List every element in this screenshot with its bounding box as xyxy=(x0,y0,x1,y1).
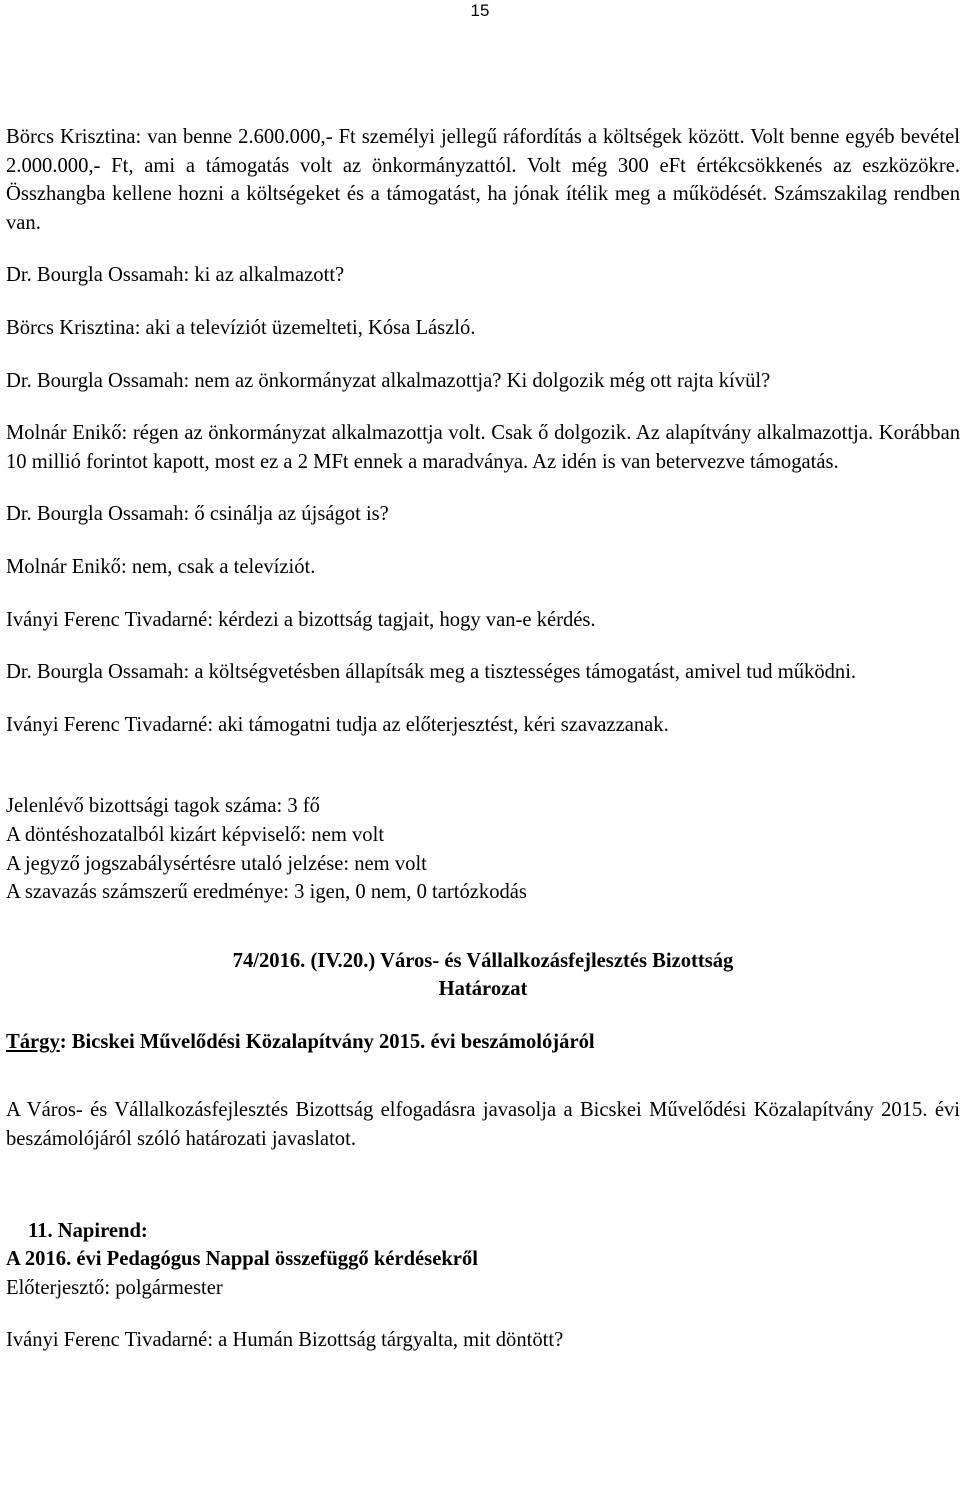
paragraph xyxy=(6,711,960,740)
paragraph xyxy=(6,1326,960,1355)
speech-text: : van benne 2.600.000,- Ft személyi jellegű ráfordítás a költségek között. Volt benne egyéb bevétel 2.000.000,- Ft, ami a támogatás volt az önkormányzattól. Volt még 300 eFt értékcsökkenés az eszközökre. Összhangba kellene hozni a költségeket és a támogatást, ha jónak ítélik meg a működését. Számszakilag rendben van. xyxy=(6,126,960,234)
resolution-subject xyxy=(6,1028,960,1057)
speaker-name: Molnár Enikő xyxy=(6,422,122,445)
speaker-name: Iványi Ferenc Tivadarné xyxy=(6,713,208,736)
speaker-name: Dr. Bourgla Ossamah xyxy=(6,503,184,526)
speaker-name: Dr. Bourgla Ossamah xyxy=(6,369,184,392)
paragraph xyxy=(6,314,960,343)
paragraph xyxy=(6,606,960,635)
paragraph xyxy=(6,658,960,687)
paragraph xyxy=(6,261,960,290)
speech-text: : a Humán Bizottság tárgyalta, mit döntött? xyxy=(207,1329,564,1352)
speech-text: : aki a televíziót üzemelteti, Kósa László. xyxy=(134,316,476,339)
paragraph xyxy=(6,367,960,396)
speaker-name: Molnár Enikő xyxy=(6,555,121,578)
paragraph xyxy=(6,500,960,529)
vote-line: Jelenlévő bizottsági tagok száma: 3 fő xyxy=(6,795,320,818)
speaker-name: Iványi Ferenc Tivadarné xyxy=(6,608,208,631)
paragraph xyxy=(6,553,960,582)
speaker-name: Börcs Krisztina xyxy=(6,316,135,339)
resolution-type: Határozat xyxy=(438,978,528,1001)
document-body xyxy=(6,123,960,1355)
vote-line: A döntéshozatalból kizárt képviselő: nem volt xyxy=(6,823,385,846)
subject-text: : Bicskei Művelődési Közalapítvány 2015. évi beszámolójáról xyxy=(59,1030,595,1053)
agenda-presenter: Előterjesztő: polgármester xyxy=(6,1276,223,1299)
agenda-item: 11. Napirend: xyxy=(28,1219,148,1242)
agenda-title: A 2016. évi Pedagógus Nappal összefüggő kérdésekről xyxy=(6,1248,478,1271)
speaker-name: Dr. Bourgla Ossamah xyxy=(6,264,184,287)
paragraph xyxy=(6,419,960,476)
resolution-number: 74/2016. (IV.20.) Város- és Vállalkozásfejlesztés Bizottság xyxy=(232,949,734,972)
paragraph xyxy=(6,123,960,237)
vote-line: A szavazás számszerű eredménye: 3 igen, 0 nem, 0 tartózkodás xyxy=(6,881,527,904)
speech-text: : nem, csak a televíziót. xyxy=(120,555,316,578)
speaker-name: Dr. Bourgla Ossamah xyxy=(6,661,184,684)
subject-label: Tárgy xyxy=(6,1030,60,1053)
speaker-name: Iványi Ferenc Tivadarné xyxy=(6,1329,208,1352)
speech-text: : kérdezi a bizottság tagjait, hogy van-e kérdés. xyxy=(207,608,596,631)
speech-text: : nem az önkormányzat alkalmazottja? Ki dolgozik még ott rajta kívül? xyxy=(183,369,771,392)
speech-text: : aki támogatni tudja az előterjesztést, kéri szavazzanak. xyxy=(207,713,669,736)
speaker-name: Börcs Krisztina xyxy=(6,126,136,148)
vote-summary xyxy=(6,792,960,906)
speech-text: : régen az önkormányzat alkalmazottja volt. Csak ő dolgozik. Az alapítvány alkalmazottja. Korábban 10 millió forintot kapott, most ez a 2 MFt ennek a maradványa. Az idén is van betervezve támogatás. xyxy=(6,422,960,473)
speech-text: : ki az alkalmazott? xyxy=(183,264,345,287)
speech-text: : a költségvetésben állapítsák meg a tisztességes támogatást, amivel tud működni. xyxy=(183,661,857,684)
page-number: 15 xyxy=(470,1,490,20)
resolution-body: A Város- és Vállalkozásfejlesztés Bizottság elfogadásra javasolja a Bicskei Művelődési Közalapítvány 2015. évi beszámolójáról szóló határozati javaslatot. xyxy=(6,1099,960,1151)
vote-line: A jegyző jogszabálysértésre utaló jelzése: nem volt xyxy=(6,852,427,875)
speech-text: : ő csinálja az újságot is? xyxy=(183,503,389,526)
